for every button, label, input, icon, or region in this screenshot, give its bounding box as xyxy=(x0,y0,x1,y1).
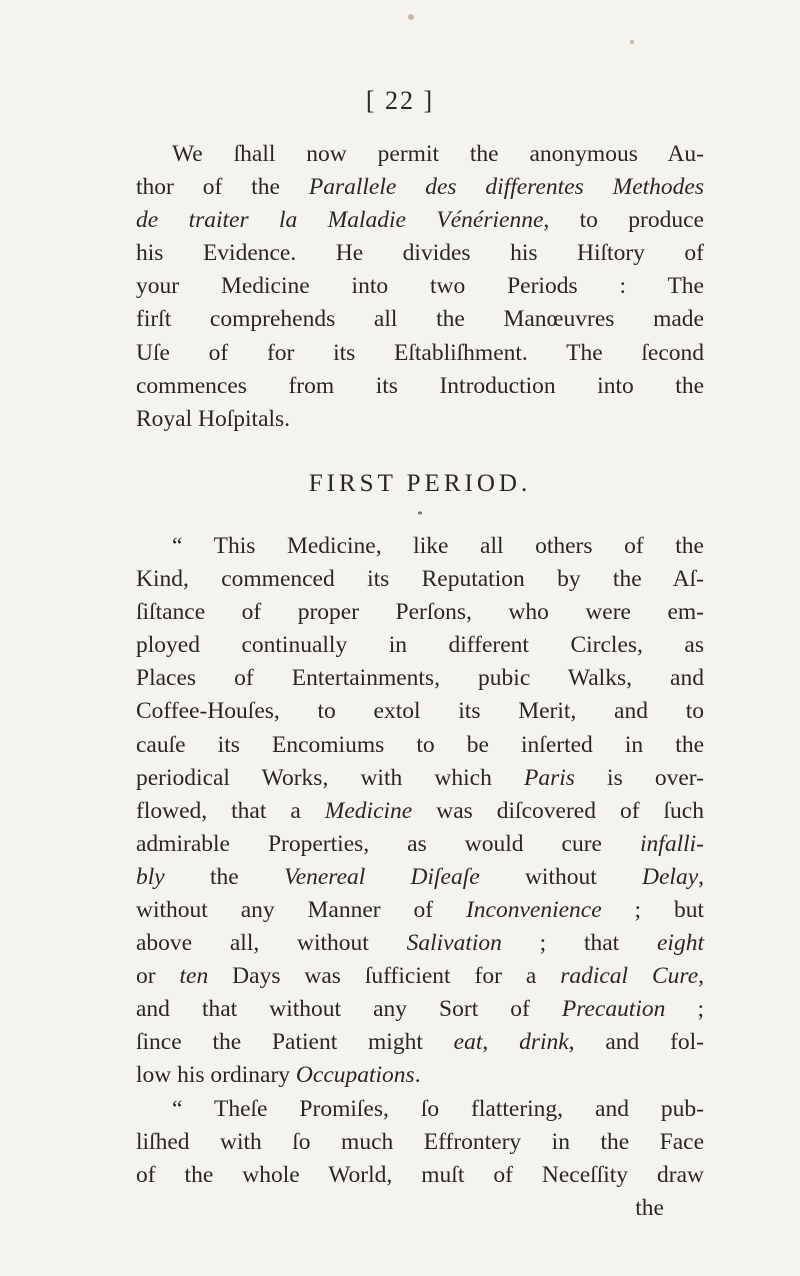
text-run: Precaution xyxy=(561,996,666,1023)
text-line xyxy=(136,204,704,237)
text-run: Coffee-Houſes, to extol its Merit, and to xyxy=(136,698,704,725)
text-line xyxy=(136,828,704,861)
text-run: ſince the Patient might xyxy=(136,1029,454,1056)
text-run: “ This Medicine, like all others of the xyxy=(172,532,704,559)
ornament: * xyxy=(417,509,423,521)
text-line xyxy=(136,927,704,960)
text-line xyxy=(136,370,704,403)
text-line xyxy=(136,1093,704,1126)
text-line xyxy=(136,695,704,728)
text-line xyxy=(136,403,704,436)
text-line xyxy=(136,530,704,563)
text-line xyxy=(136,138,704,171)
text-run: Venereal Diſeaſe xyxy=(283,863,480,890)
paragraph-continued xyxy=(136,1093,704,1192)
text-run: without xyxy=(479,863,643,890)
text-line xyxy=(136,993,704,1026)
text-line xyxy=(136,1126,704,1159)
text-run: Salivation xyxy=(406,930,502,957)
body-text xyxy=(136,138,704,1225)
text-run: We ſhall now permit the anonymous Au- xyxy=(172,141,704,167)
text-run: and that without any Sort of xyxy=(136,996,562,1023)
text-run: Kind, commenced its Reputation by the Aſ- xyxy=(136,566,704,593)
text-run: , xyxy=(482,1029,520,1056)
text-run: eight xyxy=(657,930,704,957)
paragraph-intro xyxy=(136,138,704,436)
text-run: , xyxy=(698,863,705,890)
text-line xyxy=(136,629,704,662)
text-run: Parallele des differentes Methodes xyxy=(308,174,704,201)
text-run: flowed, that a xyxy=(136,797,325,824)
text-run: periodical Works, with which xyxy=(136,764,524,791)
text-run: liſhed with ſo much Effrontery in the Face xyxy=(136,1128,704,1155)
text-run: Places of Entertainments, pubic Walks, and xyxy=(136,665,704,692)
paper-speck xyxy=(408,14,414,20)
text-run: ten xyxy=(179,963,209,990)
text-run: without any Manner of xyxy=(136,896,466,923)
text-run: or xyxy=(136,963,180,990)
text-line xyxy=(136,960,704,993)
text-line xyxy=(136,861,704,894)
text-line xyxy=(136,1059,704,1092)
text-run: Days was ſufficient for a xyxy=(208,963,561,990)
text-run: ; that xyxy=(501,930,657,957)
text-line xyxy=(136,729,704,762)
text-run: Delay xyxy=(642,863,699,890)
text-run: drink xyxy=(519,1029,569,1056)
section-heading: FIRST PERIOD. xyxy=(308,469,532,497)
text-line xyxy=(136,762,704,795)
text-run: Paris xyxy=(523,764,575,791)
text-line xyxy=(136,1159,704,1192)
text-run: de traiter la Maladie Vénérienne xyxy=(136,207,544,234)
text-line xyxy=(136,337,704,370)
text-run: commences from its Introduction into the xyxy=(136,372,704,399)
text-run: of the whole World, muſt of Neceſſity draw xyxy=(136,1161,704,1188)
text-run: cauſe its Encomiums to be inſerted in the xyxy=(136,731,704,758)
text-run: infalli- xyxy=(640,830,704,857)
paragraph-quote xyxy=(136,530,704,1093)
text-run: your Medicine into two Periods : The xyxy=(136,273,704,300)
text-run: Inconvenience xyxy=(465,896,602,923)
text-run: above all, without xyxy=(136,930,407,957)
text-run: radical Cure xyxy=(560,963,699,990)
page-number: [ 22 ] xyxy=(365,86,435,115)
text-run: ſiſtance of proper Perſons, who were em- xyxy=(136,599,704,626)
text-run: thor of the xyxy=(136,174,309,201)
text-run: the xyxy=(164,863,284,890)
text-line xyxy=(136,662,704,695)
text-line xyxy=(136,237,704,270)
text-line xyxy=(136,795,704,828)
text-line xyxy=(136,563,704,596)
text-run: , and fol- xyxy=(568,1029,704,1056)
text-line xyxy=(136,1026,704,1059)
text-run: , to produce xyxy=(543,207,704,234)
text-line xyxy=(136,270,704,303)
text-run: “ Theſe Promiſes, ſo flattering, and pub- xyxy=(172,1095,704,1122)
text-run: , xyxy=(698,963,705,990)
text-run: firſt comprehends all the Manœuvres made xyxy=(136,306,704,333)
text-line xyxy=(136,596,704,629)
catchword: the xyxy=(635,1194,664,1221)
text-run: eat xyxy=(453,1029,483,1056)
text-run: admirable Properties, as would cure xyxy=(136,830,641,857)
text-run: Royal Hoſpitals. xyxy=(136,405,291,432)
text-run: ; but xyxy=(601,896,704,923)
text-run: . xyxy=(414,1062,421,1089)
text-run: ; xyxy=(665,996,704,1023)
text-line xyxy=(136,894,704,927)
text-run: low his ordinary xyxy=(136,1062,296,1089)
text-run: ployed continually in different Circles, as xyxy=(136,632,704,659)
text-run: was diſcovered of ſuch xyxy=(412,797,704,824)
text-line xyxy=(136,171,704,204)
paper-speck xyxy=(630,40,634,44)
text-run: bly xyxy=(136,863,165,890)
text-run: Uſe of for its Eſtabliſhment. The ſecond xyxy=(136,339,704,366)
text-run: his Evidence. He divides his Hiſtory of xyxy=(136,240,704,267)
text-line xyxy=(136,303,704,336)
text-run: is over- xyxy=(574,764,704,791)
text-run: Medicine xyxy=(324,797,413,824)
text-run: Occupations xyxy=(295,1062,415,1089)
